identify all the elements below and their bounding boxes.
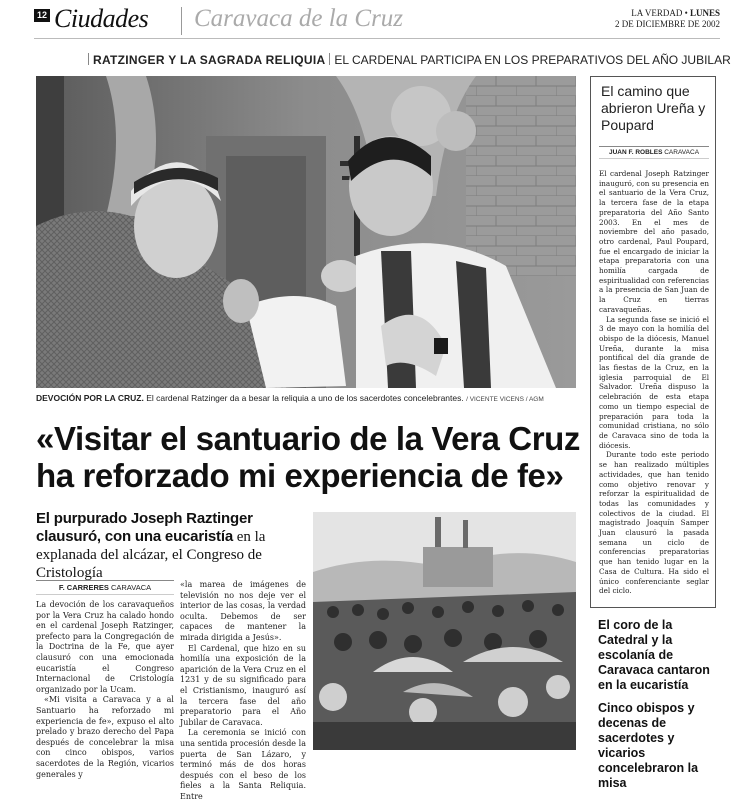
main-photo (36, 76, 576, 388)
masthead (34, 4, 720, 38)
caption-text: El cardenal Ratzinger da a besar la reliquia a uno de los sacerdotes concelebrantes. (146, 393, 464, 403)
crowd-photo (313, 512, 576, 750)
photo-credit: / VICENTE VICENS / AGM (466, 396, 544, 403)
crowd-photo-illustration (313, 512, 576, 750)
sidebar-byline (599, 146, 709, 159)
newspaper-name: LA VERDAD (631, 8, 683, 18)
article-paragraph: La ceremonia se inició con una sentida procesión desde la puerta de San Lázaro, y terminó más de dos horas después con el beso de los fieles a la Santa Reliquia. Entre (180, 728, 306, 801)
dek-bold: El purpurado Joseph Raztinger clausuró, con una eucaristía (36, 510, 253, 545)
article-paragraph: La devoción de los caravaqueños por la Vera Cruz ha calado hondo en el cardenal Joseph Ratzinger, prefecto para la Congregación de la Doctrina de la Fe, que ayer clausuró con una emocionada eucaristía el Congreso Internacional de Cristología organizado por la Ucam. (36, 600, 174, 694)
newspaper-info: LA VERDAD • LUNES 2 DE DICIEMBRE DE 2002 (615, 8, 720, 29)
page-number: 12 (34, 9, 50, 22)
main-headline (36, 420, 581, 494)
article-paragraph: El Cardenal, que hizo en su homilía una exposición de la aparición de la Vera Cruz en el 1231 y de su significado para el Cristianismo, inauguró así la tercera fase del año preparatorio para el Año Jubilar de Caravaca. (180, 643, 306, 727)
subheadline (36, 510, 306, 582)
article-paragraph: «la marea de imágenes de televisión no nos deje ver el interior de las cosas, la verdad oculta. Debemos de ser capaces de mantener la mirada dirigida a Jesús». (180, 580, 306, 642)
subsection-title: Caravaca de la Cruz (194, 5, 404, 32)
article-column-1 (36, 600, 174, 780)
side-headline: El coro de la Catedral y la escolanía de Caravaca cantaron en la eucaristía (598, 618, 710, 692)
topic-line (84, 53, 731, 67)
sidebar-paragraph: La segunda fase se inició el 3 de mayo con la homilía del obispo de la diócesis, Manuel Ureña, durante la misa pontifical del día grande de las fiestas de la Cruz, en la iglesia parroquial de El Salvador. Ureña dispuso la celebración de esta etapa como un tiempo especial de preparación para toda la comunidad cristiana, no sólo de Caravaca sino de toda la diócesis. (599, 314, 709, 450)
byline-place: CARAVACA (110, 583, 152, 592)
topic-bar (88, 53, 89, 65)
topic-primary: RATZINGER Y LA SAGRADA RELIQUIA (93, 53, 326, 67)
sidebar-byline-place: CARAVACA (664, 149, 700, 156)
weekday: LUNES (689, 8, 720, 18)
headline-line-1: «Visitar el santuario de la Vera Cruz (36, 420, 581, 457)
main-photo-illustration (36, 76, 576, 388)
masthead-rule (34, 38, 720, 39)
sidebar-title: El camino que abrieron Ureña y Poupard (601, 83, 706, 133)
side-headlines (598, 618, 720, 799)
caption-label: DEVOCIÓN POR LA CRUZ. (36, 393, 144, 403)
topic-bar (329, 53, 330, 65)
dek-rest: en la explanada del alcázar, el Congreso de Cristología (36, 529, 266, 581)
sidebar-paragraph: El cardenal Joseph Ratzinger inauguró, con su presencia en el santuario de la Vera Cruz, la tercera fase de la etapa preparatoria del Año Santo 2003. En el mes de noviembre del año pasado, otro cardenal, Paul Poupard, fue el encargado de iniciar la etapa preparatoria con una homilía cargada de espiritualidad con referencias a la presencia de San Juan de la Cruz en tierras caravaqueñas. (599, 169, 709, 314)
side-headline: Cinco obispos y decenas de sacerdotes y vicarios concelebraron la misa (598, 701, 699, 790)
masthead-divider (181, 7, 182, 35)
issue-date: 2 DE DICIEMBRE DE 2002 (615, 19, 720, 29)
byline-author: F. CARRERES (58, 583, 109, 592)
article-column-2 (174, 580, 306, 802)
sidebar-box (590, 76, 716, 608)
sidebar-paragraph: Durante todo este periodo se han realizado múltiples actividades, que han tenido como objetivo renovar y reforzar la espiritualidad de todas las comunidades y colectivos de la ciudad. El magistrado Joaquín Samper Juan clausuró la pasada semana un ciclo de conferencias preparatorias que han tenido lugar en la Casa de Cultura. Ha sido el único conferenciante seglar del ciclo. (599, 450, 709, 596)
article-byline (36, 580, 174, 595)
section-title: Ciudades (54, 4, 149, 33)
photo-caption (36, 393, 576, 403)
topic-secondary: EL CARDENAL PARTICIPA EN LOS PREPARATIVOS DEL AÑO JUBILAR (334, 53, 731, 67)
sidebar-body (599, 169, 709, 596)
sidebar-byline-author: JUAN F. ROBLES (608, 149, 663, 156)
headline-line-2: ha reforzado mi experiencia de fe» (36, 457, 564, 494)
article-paragraph: «Mi visita a Caravaca y a al Santuario ha reforzado mi experiencia de fe», expuso el alto prelado y brazo derecho del Papa después de concelebrar la misa con cinco obispos, varios sacerdotes de la Región, vicarios generales y (36, 695, 174, 779)
